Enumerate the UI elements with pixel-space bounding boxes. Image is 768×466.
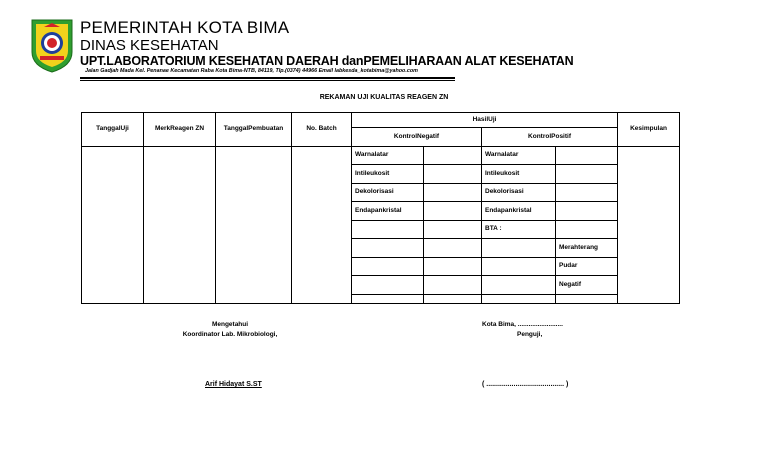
positif-result bbox=[556, 202, 618, 221]
subheader-kontrol-negatif: KontrolNegatif bbox=[352, 128, 482, 147]
negatif-param bbox=[352, 276, 424, 295]
positif-result bbox=[556, 183, 618, 202]
table-row bbox=[82, 146, 680, 165]
header-no-batch: No. Batch bbox=[292, 113, 352, 147]
negatif-param: Dekolorisasi bbox=[352, 183, 424, 202]
positif-param: Intileukosit bbox=[482, 165, 556, 184]
header-tanggal-uji: TanggalUji bbox=[82, 113, 144, 147]
negatif-param bbox=[352, 294, 424, 303]
negatif-param bbox=[352, 220, 424, 239]
positif-param: Endapankristal bbox=[482, 202, 556, 221]
positif-param bbox=[482, 257, 556, 276]
positif-result bbox=[556, 294, 618, 303]
negatif-param bbox=[352, 239, 424, 258]
positif-result bbox=[556, 146, 618, 165]
kota-bima-emblem bbox=[30, 18, 74, 74]
subheader-kontrol-positif: KontrolPositif bbox=[482, 128, 618, 147]
positif-result: Merahterang bbox=[556, 239, 618, 258]
positif-param: Dekolorisasi bbox=[482, 183, 556, 202]
header-unit: UPT.LABORATORIUM KESEHATAN DAERAH danPEMELIHARAAN ALAT KESEHATAN bbox=[80, 54, 574, 68]
cell-merk-value bbox=[144, 146, 216, 303]
signature-place-date: Kota Bima, ......................... bbox=[482, 321, 563, 328]
header-kesimpulan: Kesimpulan bbox=[618, 113, 680, 147]
negatif-param: Warnalatar bbox=[352, 146, 424, 165]
negatif-result bbox=[424, 239, 482, 258]
reagent-test-table bbox=[81, 112, 680, 304]
positif-result: Pudar bbox=[556, 257, 618, 276]
negatif-result bbox=[424, 220, 482, 239]
document-title: REKAMAN UJI KUALITAS REAGEN ZN bbox=[319, 94, 449, 101]
positif-param bbox=[482, 239, 556, 258]
header-tanggal-pembuatan: TanggalPembuatan bbox=[216, 113, 292, 147]
negatif-param: Endapankristal bbox=[352, 202, 424, 221]
header-government: PEMERINTAH KOTA BIMA bbox=[80, 18, 290, 37]
negatif-param bbox=[352, 257, 424, 276]
negatif-result bbox=[424, 165, 482, 184]
positif-param bbox=[482, 294, 556, 303]
signature-tester-name-blank: ( ........................................ ) bbox=[482, 381, 569, 388]
positif-result bbox=[556, 165, 618, 184]
negatif-result bbox=[424, 294, 482, 303]
negatif-result bbox=[424, 257, 482, 276]
cell-batch-value bbox=[292, 146, 352, 303]
negatif-result bbox=[424, 276, 482, 295]
cell-tanggal-pembuatan-value bbox=[216, 146, 292, 303]
positif-result bbox=[556, 220, 618, 239]
header-rule bbox=[80, 77, 455, 79]
header-agency: DINAS KESEHATAN bbox=[80, 37, 219, 54]
signature-coordinator-name: Arif Hidayat S.ST bbox=[205, 381, 262, 388]
positif-param: BTA : bbox=[482, 220, 556, 239]
header-address: Jalan Gadjah Mada Kel. Penanae Kecamatan Raba Kota Bima-NTB, 84119, Tlp.(0374) 44966 Email labkesda_kotabima@yahoo.com bbox=[85, 68, 418, 74]
signature-acknowledged-label: Mengetahui bbox=[211, 321, 249, 328]
header-rule-thin bbox=[80, 80, 455, 81]
header-merk-reagen: MerkReagen ZN bbox=[144, 113, 216, 147]
negatif-result bbox=[424, 202, 482, 221]
negatif-result bbox=[424, 146, 482, 165]
signature-tester-title: Penguji, bbox=[517, 331, 543, 338]
positif-param bbox=[482, 276, 556, 295]
table-header-row bbox=[82, 113, 680, 128]
signature-coordinator-title: Koordinator Lab. Mikrobiologi, bbox=[182, 331, 278, 338]
header-hasil-uji: HasilUji bbox=[352, 113, 618, 128]
positif-param: Warnalatar bbox=[482, 146, 556, 165]
cell-kesimpulan-value bbox=[618, 146, 680, 303]
negatif-param: Intileukosit bbox=[352, 165, 424, 184]
positif-result: Negatif bbox=[556, 276, 618, 295]
negatif-result bbox=[424, 183, 482, 202]
cell-tanggal-uji-value bbox=[82, 146, 144, 303]
